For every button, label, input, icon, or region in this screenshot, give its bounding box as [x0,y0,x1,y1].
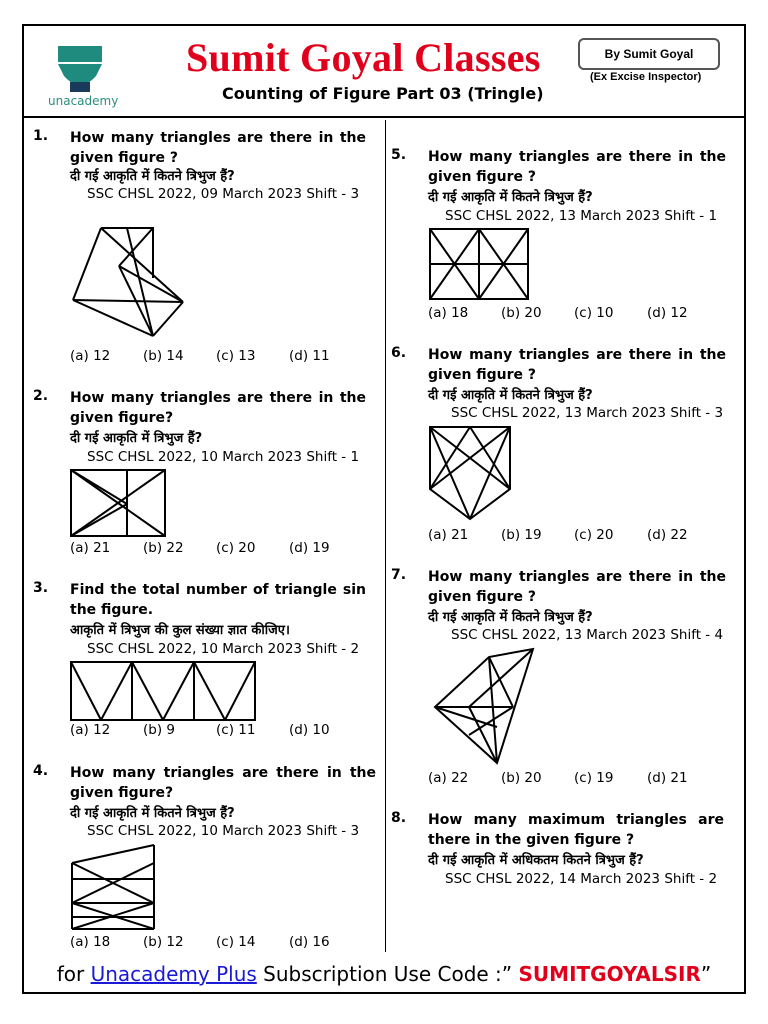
footer-prefix: for [56,962,91,986]
option-a[interactable]: (a) 21 [428,527,469,543]
question-hindi: दी गई आकृति में कितने त्रिभुज हैं? [70,806,235,821]
question-source: SSC CHSL 2022, 13 March 2023 Shift - 1 [445,208,718,224]
question-hindi: दी गई आकृति में कितने त्रिभुज हैं? [428,610,593,625]
question-number: 6. [391,345,407,361]
question-hindi: आकृति में त्रिभुज की कुल संख्या ज्ञात कीजिए। [70,623,290,638]
option-c[interactable]: (c) 11 [216,722,256,738]
option-d[interactable]: (d) 10 [289,722,330,738]
option-a[interactable]: (a) 22 [428,770,469,786]
option-b[interactable]: (b) 14 [143,348,184,364]
question-source: SSC CHSL 2022, 14 March 2023 Shift - 2 [445,871,718,887]
question-text: How many triangles are there in the given figure? [70,390,366,426]
option-a[interactable]: (a) 18 [70,934,111,950]
question-number: 7. [391,567,407,583]
question-number: 5. [391,147,407,163]
option-c[interactable]: (c) 19 [574,770,614,786]
figure-6 [428,425,512,521]
option-b[interactable]: (b) 12 [143,934,184,950]
column-divider [385,120,386,952]
option-c[interactable]: (c) 14 [216,934,256,950]
question-text: Find the total number of triangle sin the figure. [70,582,366,618]
question-text: How many triangles are there in the given figure ? [428,347,726,383]
question-hindi: दी गई आकृति में कितने त्रिभुज हैं? [428,388,593,403]
option-b[interactable]: (b) 20 [501,305,542,321]
figure-5 [428,227,530,301]
option-a[interactable]: (a) 12 [70,722,111,738]
option-c[interactable]: (c) 20 [574,527,614,543]
question-text: How many triangles are there in the given figure? [70,765,376,801]
option-a[interactable]: (a) 21 [70,540,111,556]
figure-7 [433,647,537,767]
question-text: How many triangles are there in the given figure ? [428,149,726,185]
question-hindi: दी गई आकृति में त्रिभुज हैं? [70,431,203,446]
option-b[interactable]: (b) 9 [143,722,175,738]
option-c[interactable]: (c) 10 [574,305,614,321]
footer-suffix: ” [700,962,712,986]
brand-title: Sumit Goyal Classes [186,35,541,80]
unacademy-plus-link[interactable]: Unacademy Plus [90,962,257,986]
byline-subtitle: (Ex Excise Inspector) [590,71,702,83]
question-hindi: दी गई आकृति में अधिकतम कितने त्रिभुज हैं? [428,853,644,868]
footer-promo [0,962,768,986]
option-b[interactable]: (b) 20 [501,770,542,786]
header [22,24,746,118]
question-number: 8. [391,810,407,826]
figure-2 [69,468,167,538]
option-d[interactable]: (d) 11 [289,348,330,364]
question-source: SSC CHSL 2022, 13 March 2023 Shift - 4 [451,627,724,643]
question-text: How many triangles are there in the given figure ? [428,569,726,605]
byline-badge: By Sumit Goyal [578,38,720,70]
question-number: 4. [33,763,49,779]
question-hindi: दी गई आकृति में कितने त्रिभुज हैं? [428,190,593,205]
page-subtitle: Counting of Figure Part 03 (Tringle) [222,84,544,103]
promo-code: SUMITGOYALSIR [518,962,701,986]
question-source: SSC CHSL 2022, 10 March 2023 Shift - 1 [87,449,360,465]
question-number: 2. [33,388,49,404]
option-a[interactable]: (a) 12 [70,348,111,364]
option-d[interactable]: (d) 12 [647,305,688,321]
question-text: How many triangles are there in the given figure ? [70,130,366,166]
logo-text: unacademy [48,94,119,108]
option-d[interactable]: (d) 16 [289,934,330,950]
option-c[interactable]: (c) 20 [216,540,256,556]
option-d[interactable]: (d) 19 [289,540,330,556]
question-number: 1. [33,128,49,144]
option-b[interactable]: (b) 22 [143,540,184,556]
option-c[interactable]: (c) 13 [216,348,256,364]
option-d[interactable]: (d) 22 [647,527,688,543]
question-number: 3. [33,580,49,596]
question-source: SSC CHSL 2022, 10 March 2023 Shift - 2 [87,641,360,657]
figure-4 [70,843,158,933]
question-source: SSC CHSL 2022, 10 March 2023 Shift - 3 [87,823,360,839]
figure-3 [69,660,259,722]
question-text: How many maximum triangles are there in the given figure ? [428,812,724,848]
option-d[interactable]: (d) 21 [647,770,688,786]
figure-1 [71,226,187,346]
question-source: SSC CHSL 2022, 09 March 2023 Shift - 3 [87,186,360,202]
question-hindi: दी गई आकृति में कितने त्रिभुज हैं? [70,169,235,184]
footer-middle: Subscription Use Code :” [256,962,519,986]
question-source: SSC CHSL 2022, 13 March 2023 Shift - 3 [451,405,724,421]
option-b[interactable]: (b) 19 [501,527,542,543]
option-a[interactable]: (a) 18 [428,305,469,321]
